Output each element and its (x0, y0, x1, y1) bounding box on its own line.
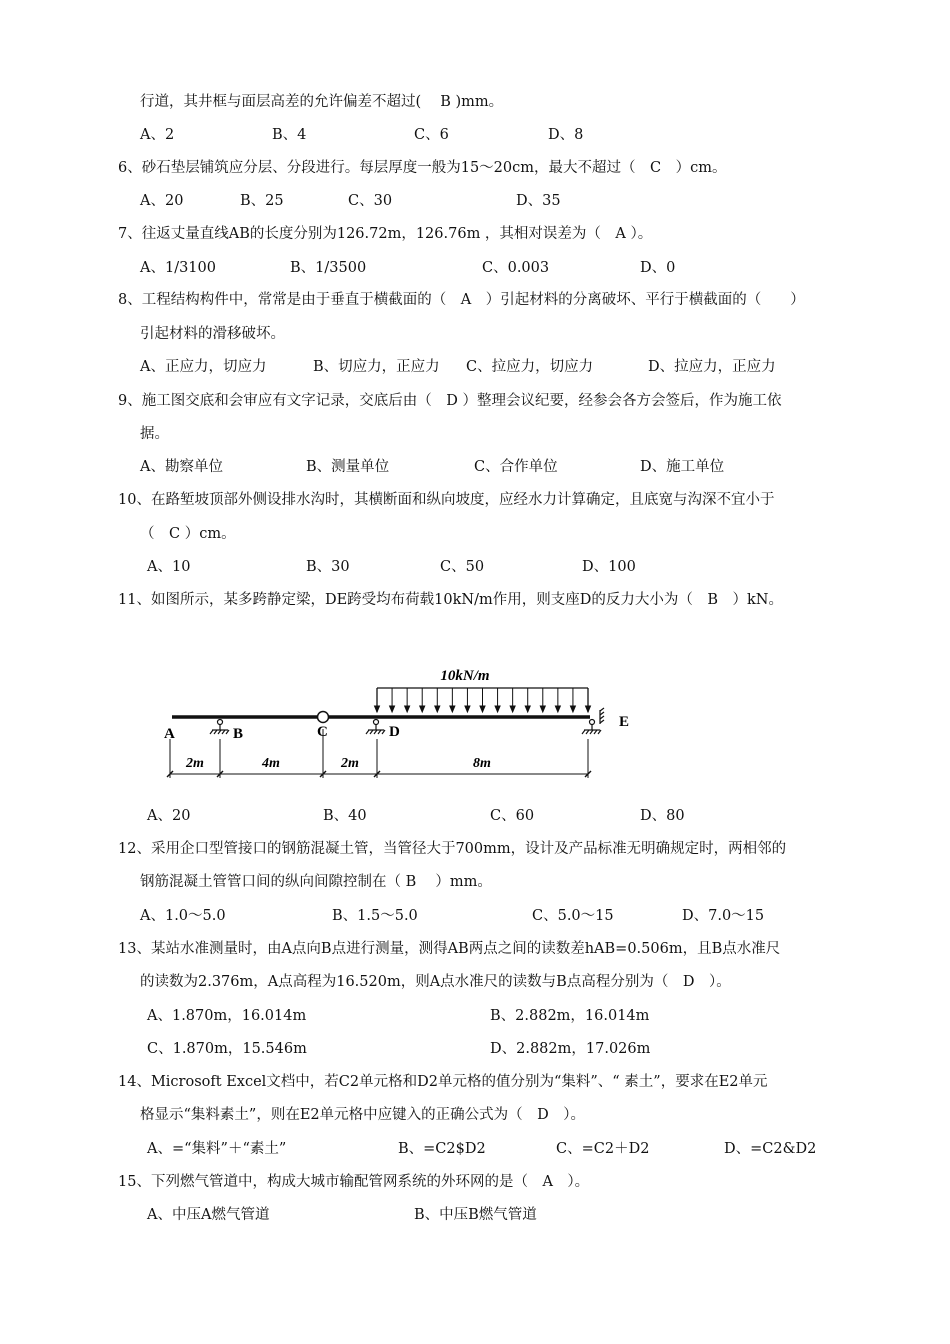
load-arrows (375, 688, 591, 712)
load-arrow-head (480, 706, 485, 712)
support-e (582, 708, 604, 734)
answer-option: B、40 (323, 808, 367, 824)
support-b (210, 720, 229, 735)
question-line: 钢筋混凝土管管口间的纵向间隙控制在（ B ）mm。 (140, 874, 492, 890)
load-arrow-head (525, 706, 530, 712)
dim-bc: 4m (262, 756, 280, 771)
label-a: A (164, 726, 175, 742)
answer-option: B、=C2$D2 (398, 1141, 486, 1157)
question-line: 8、工程结构构件中，常常是由于垂直于横截面的（ A ）引起材料的分离破坏、平行于横截面的（ ） (118, 292, 805, 308)
question-line: （ C ）cm。 (140, 526, 236, 542)
answer-option: A、中压A燃气管道 (147, 1207, 270, 1223)
answer-option: B、测量单位 (306, 459, 390, 475)
load-arrow-head (405, 706, 410, 712)
answer-option: B、30 (306, 559, 350, 575)
label-c: C (317, 724, 328, 740)
answer-option: C、30 (348, 193, 393, 209)
question-line: 的读数为2.376m，A点高程为16.520m，则A点水准尺的读数与B点高程分别为（ D ）。 (140, 974, 731, 990)
answer-option: B、1.5～5.0 (332, 908, 418, 924)
answer-option: A、2 (140, 127, 175, 143)
dim-cd: 2m (341, 756, 359, 771)
question-line: 行道，其井框与面层高差的允许偏差不超过( B )mm。 (140, 94, 504, 110)
load-label: 10kN/m (440, 668, 490, 684)
answer-option: A、1/3100 (140, 260, 216, 276)
load-arrow-head (465, 706, 470, 712)
beam-diagram (140, 650, 660, 790)
answer-option: D、0 (640, 260, 676, 276)
answer-option: D、100 (582, 559, 636, 575)
question-line: 格显示“集料素土”，则在E2单元格中应键入的正确公式为（ D ）。 (140, 1107, 586, 1123)
answer-option: A、20 (140, 193, 184, 209)
answer-option: C、0.003 (482, 260, 550, 276)
load-arrow-head (510, 706, 515, 712)
answer-option: A、正应力，切应力 (140, 359, 267, 375)
load-arrow-head (390, 706, 395, 712)
load-arrow-head (555, 706, 560, 712)
question-line: 14、Microsoft Excel文档中，若C2单元格和D2单元格的值分别为“集料”、“ 素土”，要求在E2单元 (118, 1074, 768, 1090)
question-line: 6、砂石垫层铺筑应分层、分段进行。每层厚度一般为15～20cm，最大不超过（ C ）cm。 (118, 160, 727, 176)
answer-option: C、合作单位 (474, 459, 558, 475)
hinge-c (318, 712, 329, 723)
answer-option: C、1.870m，15.546m (147, 1041, 307, 1057)
question-line: 7、往返丈量直线AB的长度分别为126.72m，126.76m ，其相对误差为（ A ）。 (118, 226, 653, 242)
answer-option: C、6 (414, 127, 449, 143)
question-line: 11、如图所示，某多跨静定梁，DE跨受均布荷载10kN/m作用，则支座D的反力大小为（ B ）kN。 (118, 592, 783, 608)
answer-option: A、1.870m，16.014m (147, 1008, 307, 1024)
load-arrow-head (435, 706, 440, 712)
answer-option: D、7.0～15 (682, 908, 765, 924)
question-line: 引起材料的滑移破坏。 (140, 326, 285, 342)
answer-option: D、拉应力，正应力 (648, 359, 776, 375)
load-arrow-head (586, 706, 591, 712)
answer-option: A、20 (147, 808, 191, 824)
label-d: D (389, 724, 400, 740)
question-line: 15、下列燃气管道中，构成大城市输配管网系统的外环网的是（ A ）。 (118, 1174, 590, 1190)
answer-option: C、60 (490, 808, 535, 824)
label-e: E (619, 714, 630, 730)
load-arrow-head (375, 706, 380, 712)
answer-option: A、10 (147, 559, 191, 575)
answer-option: D、2.882m，17.026m (490, 1041, 651, 1057)
answer-option: D、施工单位 (640, 459, 725, 475)
answer-option: B、1/3500 (290, 260, 367, 276)
answer-option: A、=“集料”＋“素土” (147, 1141, 287, 1157)
answer-option: D、8 (548, 127, 584, 143)
answer-option: B、2.882m，16.014m (490, 1008, 650, 1024)
question-line: 9、施工图交底和会审应有文字记录，交底后由（ D ）整理会议纪要，经参会各方会签后，作为施工依 (118, 393, 782, 409)
support-d (366, 720, 385, 735)
answer-option: D、35 (516, 193, 561, 209)
load-arrow-head (495, 706, 500, 712)
load-arrow-head (570, 706, 575, 712)
question-line: 据。 (140, 426, 169, 442)
answer-option: C、5.0～15 (532, 908, 614, 924)
answer-option: D、80 (640, 808, 685, 824)
answer-option: C、50 (440, 559, 485, 575)
dim-ab: 2m (186, 756, 204, 771)
load-arrow-head (420, 706, 425, 712)
answer-option: A、勘察单位 (140, 459, 223, 475)
load-arrow-head (540, 706, 545, 712)
answer-option: B、切应力，正应力 (313, 359, 440, 375)
load-arrow-head (450, 706, 455, 712)
dim-de: 8m (473, 756, 491, 771)
answer-option: B、中压B燃气管道 (414, 1207, 537, 1223)
question-line: 13、某站水准测量时，由A点向B点进行测量，测得AB两点之间的读数差hAB=0.506m，且B点水准尺 (118, 941, 781, 957)
question-line: 10、在路堑坡顶部外侧设排水沟时，其横断面和纵向坡度，应经水力计算确定，且底宽与沟深不宜小于 (118, 492, 775, 508)
answer-option: B、4 (272, 127, 307, 143)
answer-option: B、25 (240, 193, 284, 209)
answer-option: D、=C2&D2 (724, 1141, 817, 1157)
question-line: 12、采用企口型管接口的钢筋混凝土管，当管径大于700mm，设计及产品标准无明确规定时，两相邻的 (118, 841, 787, 857)
answer-option: A、1.0～5.0 (140, 908, 226, 924)
answer-option: C、拉应力，切应力 (466, 359, 594, 375)
answer-option: C、=C2＋D2 (556, 1141, 650, 1157)
label-b: B (233, 726, 244, 742)
